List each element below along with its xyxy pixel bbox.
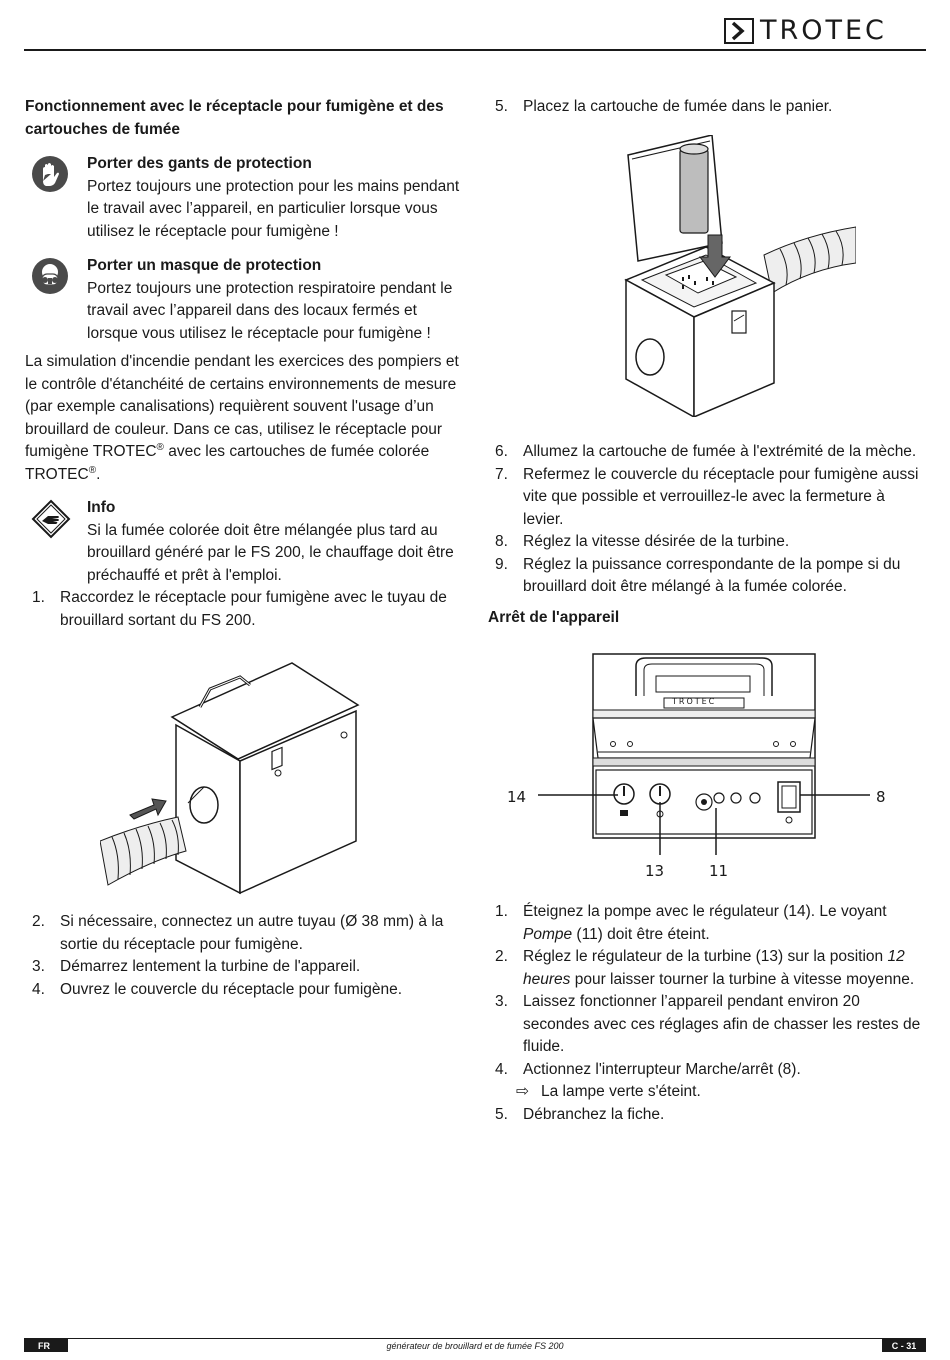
list-item: 6. Allumez la cartouche de fumée à l'extrémité de la mèche. xyxy=(495,443,917,460)
note-gloves-text: Portez toujours une protection pour les mains pendant le travail avec l’appareil, en particulier lorsque vous utilisez le réceptacle pour fumigène ! xyxy=(87,177,460,240)
steps-list-right-a xyxy=(488,96,928,119)
callout-13: 13 xyxy=(645,862,665,880)
list-item: 8. Réglez la vitesse désirée de la turbine. xyxy=(495,533,790,550)
note-gloves xyxy=(25,153,465,243)
list-item: 7. Refermez le couvercle du réceptacle pour fumigène aussi vite que possible et verrouillez-le avec la fermeture à levier. xyxy=(495,465,919,528)
note-gloves-title: Porter des gants de protection xyxy=(87,155,312,172)
list-item: 3. Démarrez lentement la turbine de l'appareil. xyxy=(32,958,361,975)
steps-list-right-b xyxy=(488,441,928,599)
list-item: 1. Raccordez le réceptacle pour fumigène avec le tuyau de brouillard sortant du FS 200. xyxy=(32,589,447,629)
callout-11: 11 xyxy=(709,862,729,880)
result-arrow-icon: ⇨ xyxy=(516,1083,529,1100)
section-heading-stop: Arrêt de l'appareil xyxy=(488,608,620,626)
figure-control-panel xyxy=(500,650,900,885)
steps-list-left-a xyxy=(25,587,465,632)
list-item: 5. Débranchez la fiche. xyxy=(495,1105,665,1123)
right-column xyxy=(488,96,928,119)
note-mask-title: Porter un masque de protection xyxy=(87,257,322,274)
gloves-icon xyxy=(31,155,69,193)
footer-page-number: C - 31 xyxy=(882,1339,926,1352)
list-item: 5. Placez la cartouche de fumée dans le panier. xyxy=(495,98,833,115)
steps-list-stop xyxy=(488,901,928,1081)
list-item: 4. Actionnez l'interrupteur Marche/arrêt (8). xyxy=(495,1060,801,1078)
note-info xyxy=(25,497,465,587)
logo-chevron-icon xyxy=(724,18,754,44)
steps-list-stop-end xyxy=(488,1104,928,1127)
footer-language: FR xyxy=(24,1339,68,1352)
logo-wordmark: TROTEC xyxy=(760,15,887,46)
list-item: 1. Éteignez la pompe avec le régulateur (14). Le voyant Pompe (11) doit être éteint. xyxy=(495,903,887,943)
info-hand-icon xyxy=(31,499,69,537)
footer-title: générateur de brouillard et de fumée FS 200 xyxy=(386,1341,564,1351)
figure-receptacle-hose xyxy=(100,655,370,895)
trotec-logo xyxy=(724,15,926,46)
callout-8: 8 xyxy=(876,788,886,806)
list-item: 9. Réglez la puissance correspondante de la pompe si du brouillard doit être mélangé à la fumée colorée. xyxy=(495,555,901,595)
mask-icon xyxy=(31,257,69,295)
section-heading-smoke: Fonctionnement avec le réceptacle pour fumigène et des cartouches de fumée xyxy=(25,98,444,138)
result-line: ⇨ La lampe verte s'éteint. xyxy=(488,1081,928,1104)
paragraph-simulation: La simulation d'incendie pendant les exercices des pompiers et le contrôle d'étanchéité de certains environnements de mesure (par exemple canalisations) requièrent souvent l'usage d’un brouillard de couleur. Dans ce cas, utilisez le réceptacle pour fumigène TROTEC® avec les cartouches de fumée colorée TROTEC®. xyxy=(25,353,459,483)
page-footer xyxy=(24,1338,926,1353)
left-column xyxy=(25,96,465,632)
header-rule xyxy=(24,49,926,51)
figure-cartridge-basket xyxy=(596,135,856,417)
list-item: 2. Réglez le régulateur de la turbine (13) sur la position 12 heures pour laisser tourner la turbine à vitesse moyenne. xyxy=(495,948,915,988)
left-column-lower xyxy=(25,911,465,1001)
panel-logo-text: TROTEC xyxy=(672,697,717,706)
list-item: 2. Si nécessaire, connectez un autre tuyau (Ø 38 mm) à la sortie du réceptacle pour fumigène. xyxy=(32,913,444,953)
right-column-lower xyxy=(488,901,928,1126)
list-item: 4. Ouvrez le couvercle du réceptacle pour fumigène. xyxy=(32,980,403,998)
right-column-middle xyxy=(488,441,928,629)
note-info-title: Info xyxy=(87,499,116,516)
note-mask xyxy=(25,255,465,345)
note-mask-text: Portez toujours une protection respiratoire pendant le travail avec l’appareil dans des locaux fermés et lorsque vous utilisez le réceptacle pour fumigène ! xyxy=(87,279,453,342)
note-info-text: Si la fumée colorée doit être mélangée plus tard au brouillard généré par le FS 200, le chauffage doit être préchauffé et prêt à l'emploi. xyxy=(87,521,454,584)
steps-list-left-b xyxy=(25,911,465,1001)
callout-14: 14 xyxy=(507,788,527,806)
list-item: 3. Laissez fonctionner l’appareil pendant environ 20 secondes avec ces réglages afin de chasser les restes de fluide. xyxy=(495,993,921,1055)
